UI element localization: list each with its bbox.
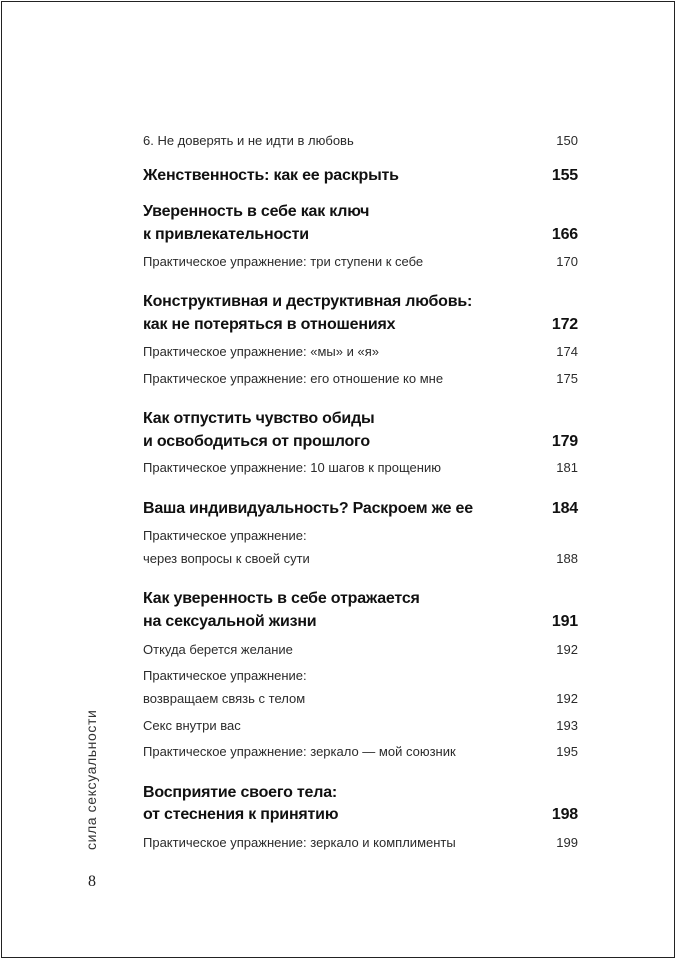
toc-exercise-title: Практическое упражнение: зеркало и комплименты xyxy=(143,835,456,850)
toc-chapter-title: Женственность: как ее раскрыть xyxy=(143,167,399,184)
toc-chapter-page: 198 xyxy=(551,806,578,823)
toc-exercise-page: 181 xyxy=(556,460,578,475)
toc-chapter-page: 155 xyxy=(551,167,578,184)
toc-chapter-page: 191 xyxy=(551,613,578,630)
toc-chapter-title-line2: как не потеряться в отношениях xyxy=(143,316,396,333)
toc-exercise-page: 174 xyxy=(556,344,578,359)
toc-entry-page: 150 xyxy=(556,133,578,148)
toc-exercise-page: 192 xyxy=(556,691,578,706)
toc-entry-page: 193 xyxy=(556,718,578,733)
toc-exercise-title: Практическое упражнение: зеркало — мой союзник xyxy=(143,744,456,759)
toc-exercise-title: Практическое упражнение: «мы» и «я» xyxy=(143,344,379,359)
toc-chapter-title: Ваша индивидуальность? Раскроем же ее xyxy=(143,500,473,517)
toc-exercise-page: 199 xyxy=(556,835,578,850)
page-number: 8 xyxy=(88,873,96,890)
toc-chapter-title: Как уверенность в себе отражается xyxy=(143,590,420,607)
toc-exercise-title-line2: возвращаем связь с телом xyxy=(143,691,306,706)
toc-exercise-title: Практическое упражнение: его отношение ко мне xyxy=(143,371,444,386)
toc-chapter-title: Как отпустить чувство обиды xyxy=(143,410,375,427)
toc-chapter-title-line2: и освободиться от прошлого xyxy=(143,433,370,450)
toc-exercise-title-line2: через вопросы к своей сути xyxy=(143,551,310,566)
toc-chapter-title-line2: к привлекательности xyxy=(143,226,309,243)
toc-chapter-page: 166 xyxy=(551,226,578,243)
toc-chapter-page: 179 xyxy=(551,433,578,450)
toc-exercise-title: Практическое упражнение: xyxy=(143,668,307,683)
toc-chapter-title: Восприятие своего тела: xyxy=(143,784,338,801)
toc-chapter-title-line2: на сексуальной жизни xyxy=(143,613,317,630)
toc-exercise-title: Практическое упражнение: 10 шагов к прощению xyxy=(143,460,441,475)
toc-chapter-page: 184 xyxy=(551,500,578,517)
toc-exercise-page: 188 xyxy=(556,551,578,566)
toc-chapter-title: Конструктивная и деструктивная любовь: xyxy=(143,293,473,310)
toc-chapter-page: 172 xyxy=(551,316,578,333)
running-head-vertical: сила сексуальности xyxy=(83,709,99,850)
toc-entry-title: 6. Не доверять и не идти в любовь xyxy=(143,133,354,148)
toc-chapter-title-line2: от стеснения к принятию xyxy=(143,806,339,823)
toc-entry-title: Секс внутри вас xyxy=(143,718,241,733)
toc-entry-page: 192 xyxy=(556,642,578,657)
toc-exercise-page: 170 xyxy=(556,254,578,269)
toc-exercise-page: 195 xyxy=(556,744,578,759)
toc-chapter-title: Уверенность в себе как ключ xyxy=(143,203,370,220)
toc-exercise-page: 175 xyxy=(556,371,578,386)
toc-exercise-title: Практическое упражнение: xyxy=(143,528,307,543)
toc-exercise-title: Практическое упражнение: три ступени к себе xyxy=(143,254,424,269)
toc-entry-title: Откуда берется желание xyxy=(143,642,293,657)
